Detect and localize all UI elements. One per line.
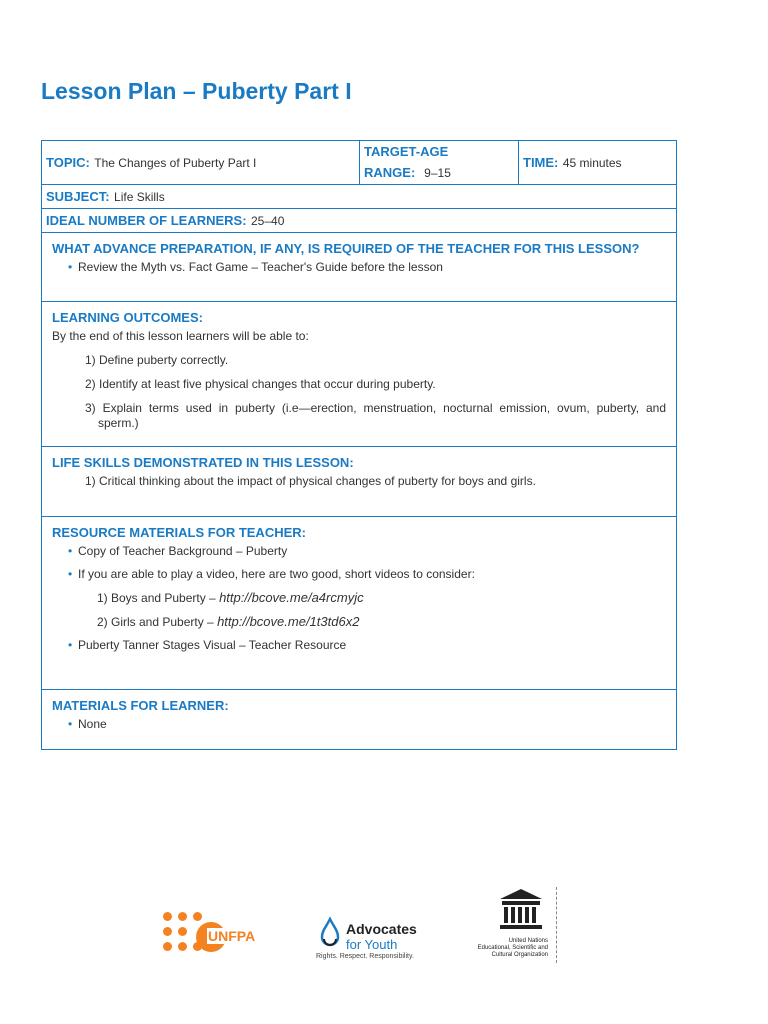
- outcomes-section: [42, 301, 676, 446]
- water-drop-icon: [316, 915, 344, 951]
- header-row: [42, 141, 676, 184]
- learners-value: 25–40: [251, 213, 285, 228]
- list-item: • Review the Myth vs. Fact Game – Teacher's Guide before the lesson: [78, 260, 666, 274]
- subject-value: Life Skills: [114, 189, 165, 204]
- time-value: 45 minutes: [562, 155, 622, 170]
- video-item: [97, 614, 666, 629]
- video-label: 2) Girls and Puberty –: [97, 615, 218, 629]
- list-item: • None: [78, 717, 666, 731]
- time-cell: [518, 141, 676, 184]
- video-label: 1) Boys and Puberty –: [97, 591, 220, 605]
- page-title: Lesson Plan – Puberty Part I: [41, 78, 352, 104]
- advocates-for-youth-logo: [316, 915, 426, 965]
- topic-cell: [42, 141, 359, 184]
- video-item: [97, 590, 666, 605]
- afy-tagline: Rights. Respect. Responsibility.: [316, 953, 414, 960]
- list-item: 1) Critical thinking about the impact of physical changes of puberty for boys and girls.: [85, 474, 536, 488]
- unesco-logo: [470, 885, 560, 965]
- range-label: RANGE:: [364, 165, 416, 180]
- life-skills-section: [42, 446, 676, 516]
- topic-label: TOPIC:: [46, 155, 90, 170]
- video-link[interactable]: http://bcove.me/1t3td6x2: [217, 614, 360, 629]
- list-item: • Puberty Tanner Stages Visual – Teacher Resource: [78, 638, 666, 652]
- learner-materials-section: [42, 689, 676, 749]
- preparation-heading: WHAT ADVANCE PREPARATION, IF ANY, IS REQUIRED OF THE TEACHER FOR THIS LESSON?: [52, 241, 640, 256]
- topic-value: The Changes of Puberty Part I: [94, 155, 257, 170]
- life-skills-heading: LIFE SKILLS DEMONSTRATED IN THIS LESSON:: [52, 455, 354, 470]
- list-item: 3) Explain terms used in puberty (i.e—erection, menstruation, nocturnal emission, ovum, puberty, and sperm.): [85, 401, 666, 430]
- time-label: TIME:: [523, 155, 559, 170]
- unfpa-logo: [163, 912, 263, 962]
- list-item: 2) Identify at least five physical changes that occur during puberty.: [85, 377, 436, 391]
- target-age-value: 9–15: [424, 166, 451, 180]
- preparation-section: [42, 232, 676, 301]
- resources-heading: RESOURCE MATERIALS FOR TEACHER:: [52, 525, 306, 540]
- target-age-label: TARGET-AGE: [364, 144, 449, 159]
- target-age-cell: [359, 141, 518, 184]
- list-item: • If you are able to play a video, here are two good, short videos to consider:: [78, 567, 666, 581]
- unesco-caption: United Nations Educational, Scientific and Cultural Organization: [477, 938, 548, 958]
- lesson-plan-table: [41, 140, 677, 750]
- afy-wordmark-1: Advocates: [346, 921, 417, 937]
- resources-section: [42, 516, 676, 689]
- list-item: • Copy of Teacher Background – Puberty: [78, 544, 666, 558]
- afy-wordmark-2: for Youth: [346, 937, 398, 952]
- learner-materials-heading: MATERIALS FOR LEARNER:: [52, 698, 229, 713]
- unesco-temple-icon: [496, 885, 546, 935]
- list-item: 1) Define puberty correctly.: [85, 353, 229, 367]
- learners-label: IDEAL NUMBER OF LEARNERS:: [46, 213, 247, 228]
- outcomes-intro: By the end of this lesson learners will be able to:: [52, 329, 309, 343]
- learners-row: [42, 208, 676, 232]
- partner-logos: [0, 885, 768, 965]
- subject-row: [42, 184, 676, 208]
- subject-label: SUBJECT:: [46, 189, 110, 204]
- video-link[interactable]: http://bcove.me/a4rcmyjc: [219, 590, 364, 605]
- unfpa-wordmark: UNFPA: [208, 928, 256, 944]
- outcomes-heading: LEARNING OUTCOMES:: [52, 310, 203, 325]
